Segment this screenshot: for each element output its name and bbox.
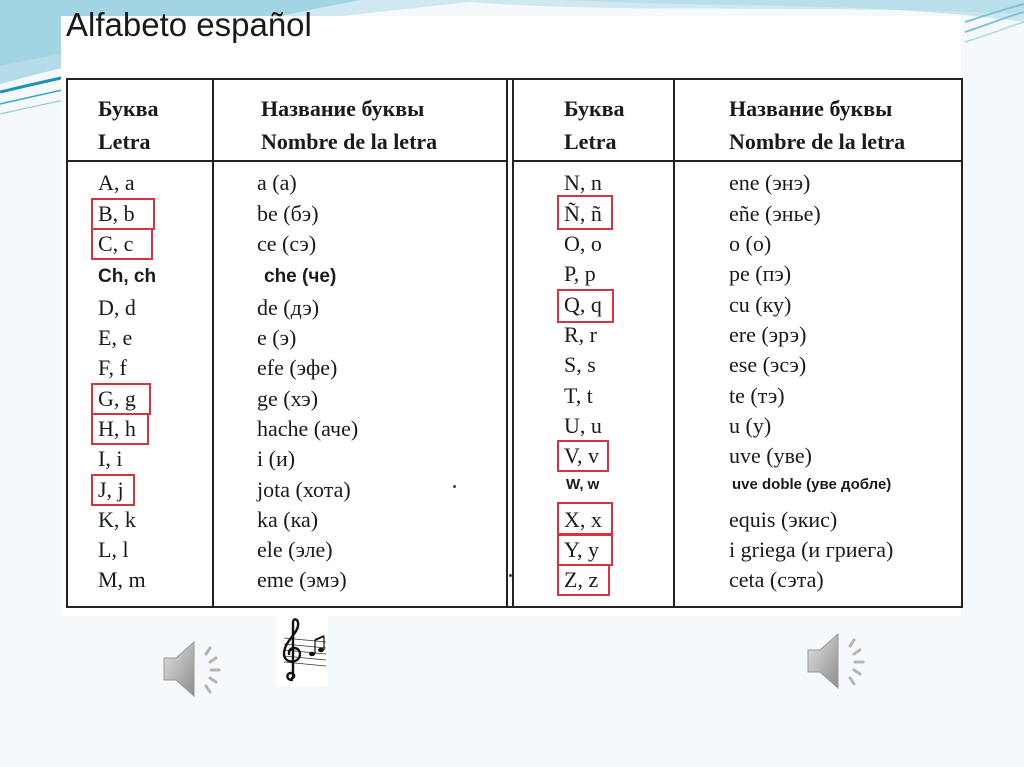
highlight-box (91, 413, 149, 445)
header-letter-left: Буква Letra (98, 96, 159, 154)
letter-cell: G, g (98, 386, 136, 411)
header-rule (66, 160, 508, 162)
highlight-box (91, 228, 153, 260)
letter-cell: V, v (564, 443, 600, 468)
letter-name-cell: ere (эрэ) (729, 322, 807, 347)
letter-name-cell: jota (хота) (257, 477, 351, 502)
stray-dot (453, 485, 456, 488)
letter-name-cell: uve (уве) (729, 443, 812, 468)
highlight-box (91, 198, 155, 230)
letter-cell: O, o (564, 231, 602, 256)
table-divider (512, 78, 514, 608)
letter-cell: E, e (98, 325, 133, 350)
letter-cell: J, j (98, 477, 124, 502)
page-title: Alfabeto español (66, 6, 312, 43)
letter-name-cell: che (че) (264, 266, 337, 287)
letter-name-cell: be (бэ) (257, 201, 319, 226)
highlight-box (557, 534, 613, 566)
letter-cell: B, b (98, 201, 135, 226)
table-divider (673, 78, 675, 608)
highlight-box (91, 383, 151, 415)
table-divider (212, 78, 214, 608)
letter-cell: D, d (98, 295, 136, 320)
stray-dot (509, 574, 512, 577)
letter-name-cell: ce (сэ) (257, 231, 317, 256)
letter-cell: F, f (98, 355, 127, 380)
letter-cell: I, i (98, 446, 123, 471)
letter-name-cell: ge (хэ) (257, 386, 319, 411)
letter-name-cell: e (э) (257, 325, 297, 350)
letter-name-cell: ka (ка) (257, 507, 319, 532)
letter-name-cell: uve doble (уве добле) (732, 476, 892, 493)
letter-name-cell: ceta (сэта) (729, 567, 824, 592)
letter-name-cell: hache (аче) (257, 416, 359, 441)
highlight-box (557, 502, 613, 535)
letter-cell: L, l (98, 537, 129, 562)
letter-name-cell: i (и) (257, 446, 296, 471)
highlight-box (557, 440, 609, 472)
letter-name-cell: eñe (энье) (729, 201, 821, 226)
letter-cell: Ñ, ñ (564, 201, 602, 226)
letter-cell: M, m (98, 567, 146, 592)
letter-name-cell: i griega (и гриега) (729, 537, 894, 562)
speaker-icon[interactable] (802, 628, 874, 696)
treble-clef-icon[interactable] (276, 616, 328, 686)
letter-cell: Z, z (564, 567, 599, 592)
highlight-box (557, 195, 613, 230)
letter-cell: N, n (564, 170, 602, 195)
letter-name-cell: cu (ку) (729, 292, 792, 317)
highlight-box (91, 474, 135, 506)
letter-cell: U, u (564, 413, 602, 438)
letter-cell: A, a (98, 170, 135, 195)
letter-cell: X, x (564, 507, 602, 532)
letter-cell: C, c (98, 231, 134, 256)
letter-name-cell: pe (пэ) (729, 261, 792, 286)
header-rule (512, 160, 963, 162)
header-name-right: Название буквы Nombre de la letra (729, 96, 906, 154)
header-letter-right: Буква Letra (564, 96, 625, 154)
letter-cell: Ch, ch (98, 266, 157, 287)
letter-cell: K, k (98, 507, 136, 532)
letter-name-cell: u (у) (729, 413, 772, 438)
letter-cell: Y, y (564, 537, 600, 562)
letter-name-cell: de (дэ) (257, 295, 320, 320)
letter-name-cell: efe (эфе) (257, 355, 338, 380)
letter-name-cell: ene (энэ) (729, 170, 811, 195)
letter-name-cell: eme (эмэ) (257, 567, 347, 592)
letter-name-cell: ele (эле) (257, 537, 333, 562)
letter-cell: W, w (566, 476, 600, 493)
letter-cell: R, r (564, 322, 597, 347)
letter-name-cell: equis (экис) (729, 507, 838, 532)
table-divider (506, 78, 508, 608)
highlight-box (557, 564, 610, 596)
letter-cell: H, h (98, 416, 136, 441)
highlight-box (557, 289, 614, 323)
letter-cell: T, t (564, 383, 593, 408)
speaker-icon[interactable] (158, 636, 230, 704)
letter-cell: S, s (564, 352, 596, 377)
header-name-left: Название буквы Nombre de la letra (261, 96, 438, 154)
letter-cell: P, p (564, 261, 596, 286)
letter-name-cell: te (тэ) (729, 383, 785, 408)
letter-name-cell: ese (эсэ) (729, 352, 807, 377)
letter-cell: Q, q (564, 292, 602, 317)
letter-name-cell: a (а) (257, 170, 297, 195)
letter-name-cell: o (о) (729, 231, 772, 256)
